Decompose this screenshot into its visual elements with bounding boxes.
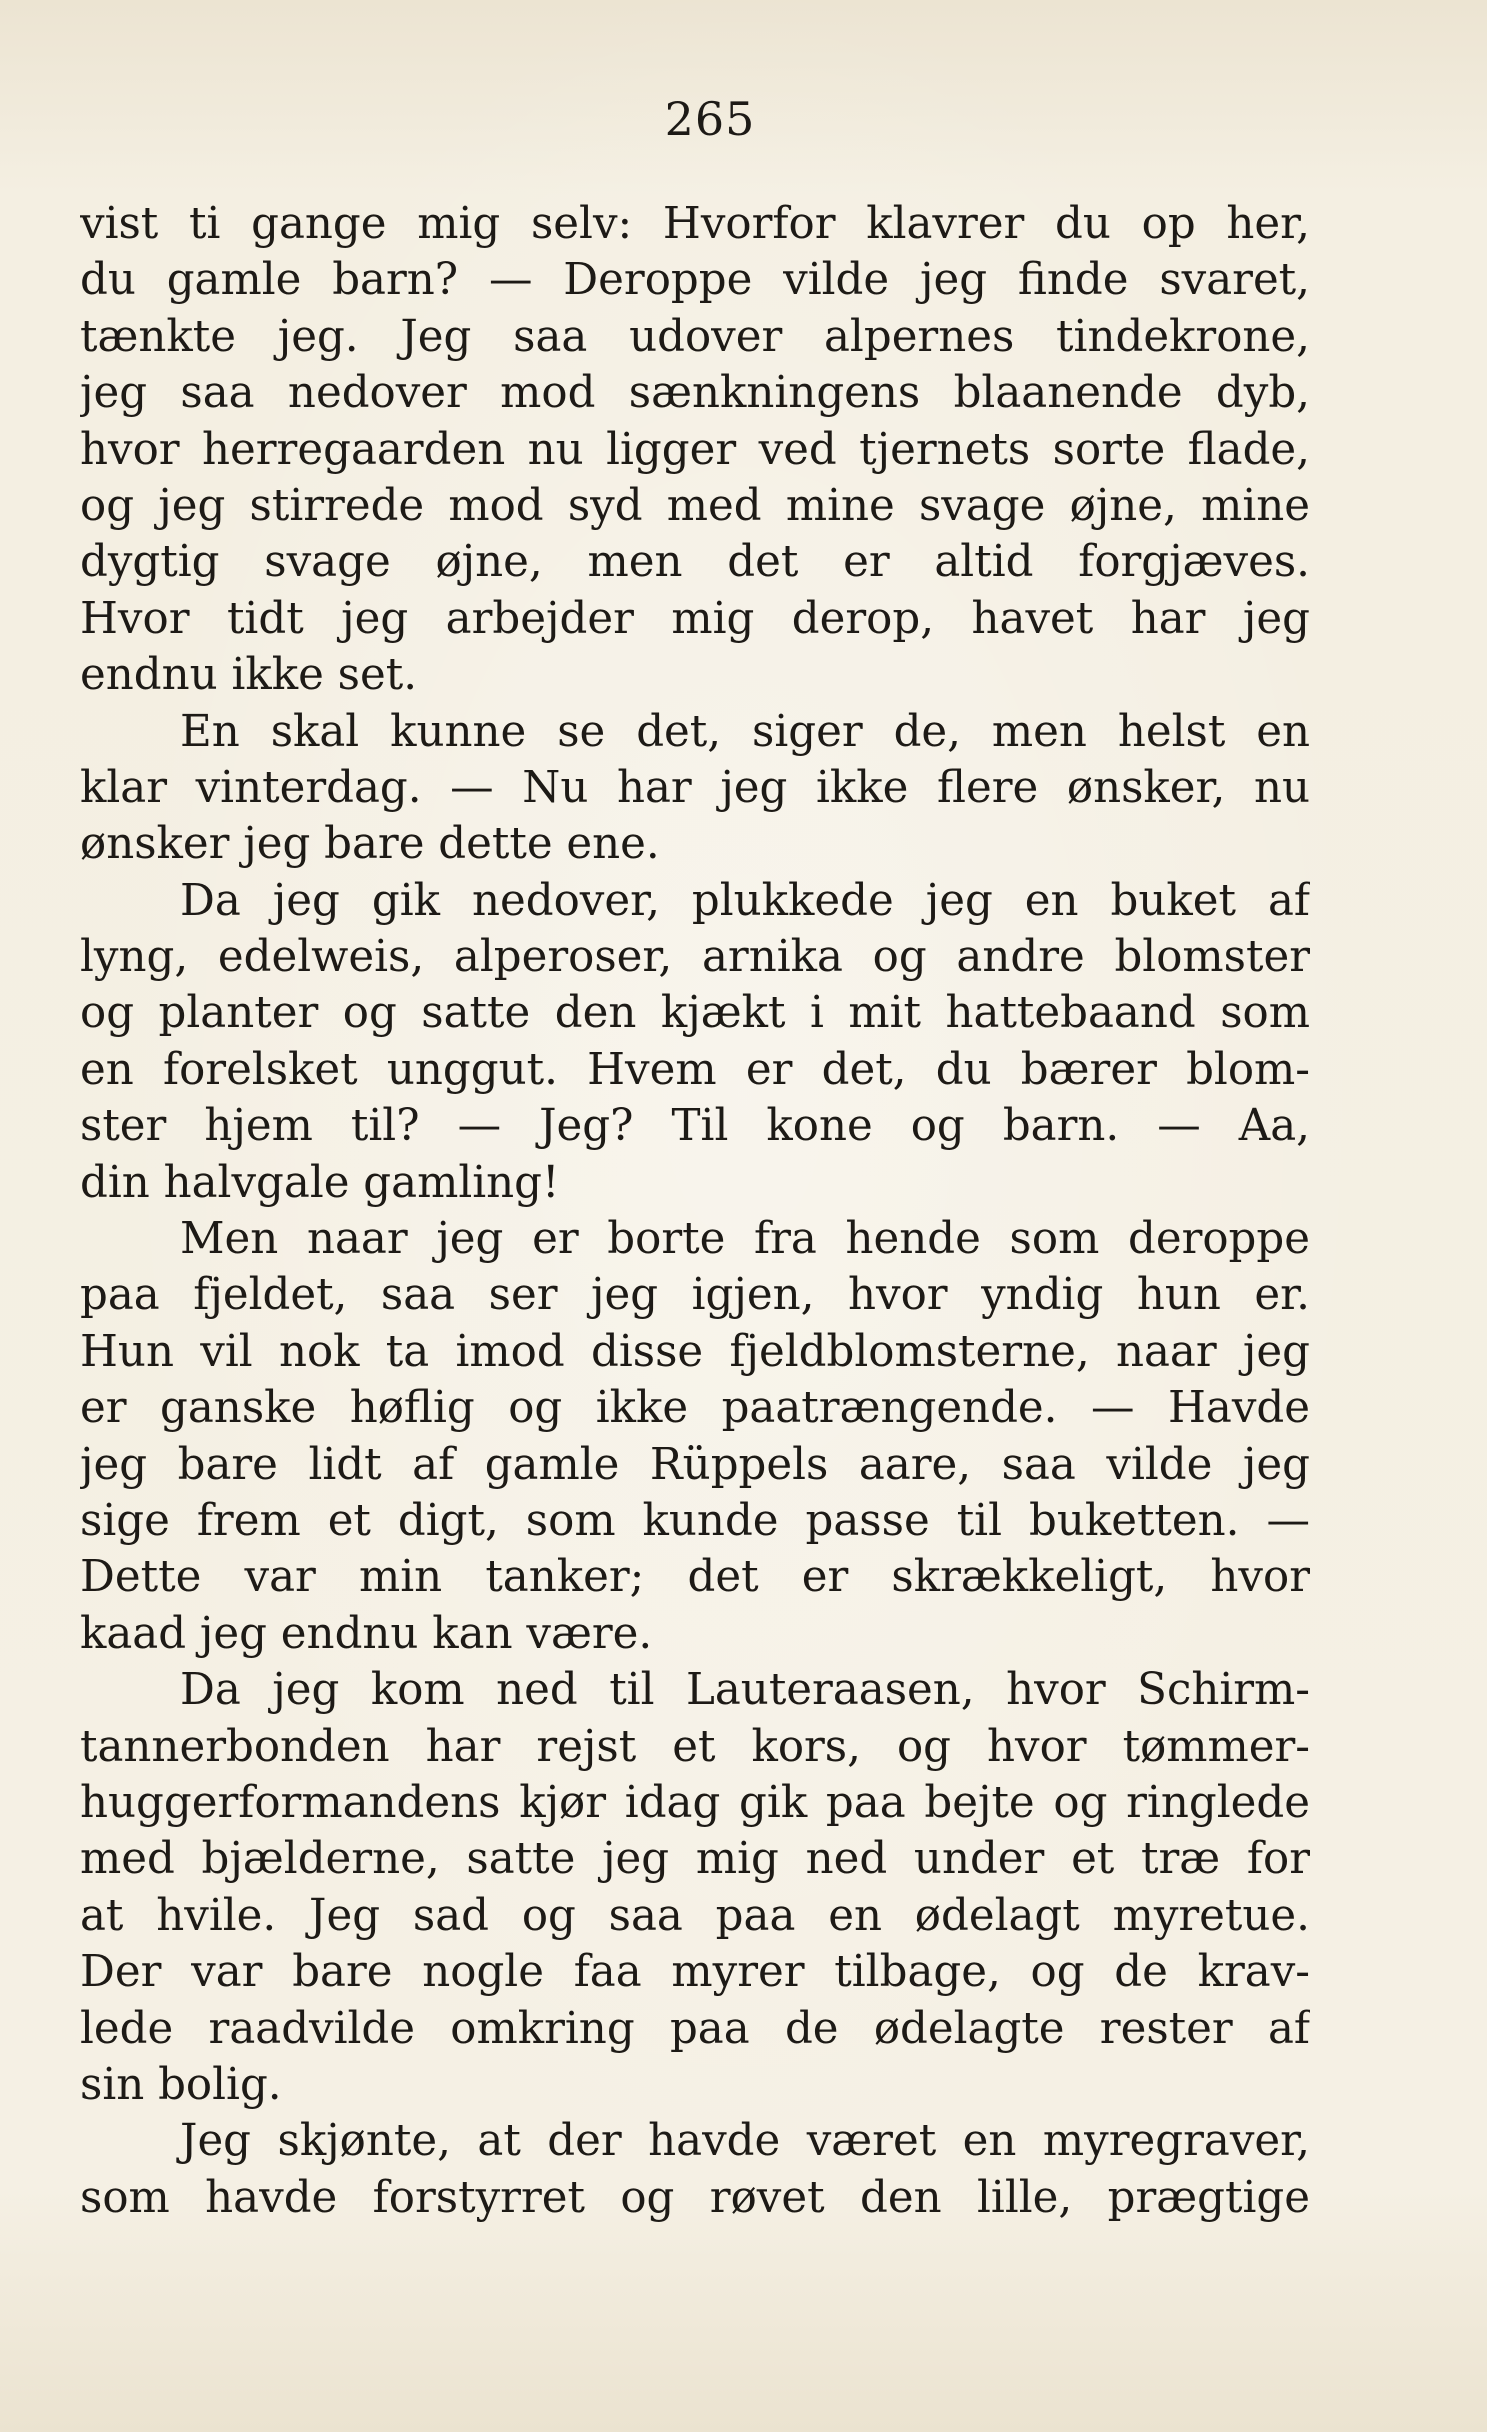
text-line: Hvor tidt jeg arbejder mig derop, havet har jeg [80,593,1310,644]
text-line: klar vinterdag. — Nu har jeg ikke flere ønsker, nu [80,762,1310,813]
text-line: med bjælderne, satte jeg mig ned under et træ for [80,1834,1310,1885]
text-line: dygtig svage øjne, men det er altid forgjæves. [80,537,1310,588]
text-line: tænkte jeg. Jeg saa udover alpernes tindekrone, [80,311,1310,362]
text-line: Dette var min tanker; det er skrækkeligt, hvor [80,1552,1310,1603]
paragraph-first-line: Men naar jeg er borte fra hende som deroppe [180,1214,1310,1265]
text-line: vist ti gange mig selv: Hvorfor klavrer du op her, [80,199,1310,249]
text-line: ønsker jeg bare dette ene. [80,819,660,870]
text-line: jeg bare lidt af gamle Rüppels aare, saa vilde jeg [80,1439,1310,1490]
text-line: sige frem et digt, som kunde passe til buketten. — [80,1495,1310,1546]
paragraph-first-line: Jeg skjønte, at der havde været en myregraver, [180,2116,1310,2167]
paragraph-first-line: Da jeg gik nedover, plukkede jeg en buket af [180,875,1310,926]
text-line: er ganske høflig og ikke paatrængende. — Havde [80,1383,1310,1434]
text-line: hvor herregaarden nu ligger ved tjernets sorte flade, [80,424,1310,475]
text-line: at hvile. Jeg sad og saa paa en ødelagt myretue. [80,1890,1310,1941]
body-text [80,196,1310,2226]
text-line: du gamle barn? — Deroppe vilde jeg finde svaret, [80,255,1310,306]
text-line: lyng, edelweis, alperoser, arnika og andre blomster [80,932,1310,983]
paragraph-first-line: Da jeg kom ned til Lauteraasen, hvor Schirm- [180,1665,1310,1716]
text-line: huggerformandens kjør idag gik paa bejte og ringlede [80,1777,1310,1828]
text-line: jeg saa nedover mod sænkningens blaanende dyb, [80,368,1310,419]
text-line: en forelsket unggut. Hvem er det, du bærer blom- [80,1044,1310,1095]
text-line: din halvgale gamling! [80,1157,560,1208]
text-line: endnu ikke set. [80,650,418,701]
text-line: og jeg stirrede mod syd med mine svage øjne, mine [80,480,1310,531]
text-line: ster hjem til? — Jeg? Til kone og barn. — Aa, [80,1101,1310,1152]
text-line: som havde forstyrret og røvet den lille, prægtige [80,2172,1310,2223]
text-line: kaad jeg endnu kan være. [80,1608,653,1659]
text-line: lede raadvilde omkring paa de ødelagte rester af [80,2003,1310,2054]
text-line: Der var bare nogle faa myrer tilbage, og de krav- [80,1947,1310,1998]
paragraph-first-line: En skal kunne se det, siger de, men helst en [180,706,1310,757]
text-line: Hun vil nok ta imod disse fjeldblomsterne, naar jeg [80,1326,1310,1377]
page-number: 265 [664,92,756,146]
text-line: paa fjeldet, saa ser jeg igjen, hvor yndig hun er. [80,1270,1310,1321]
text-line: tannerbonden har rejst et kors, og hvor tømmer- [80,1721,1310,1772]
text-line: og planter og satte den kjækt i mit hattebaand som [80,988,1310,1039]
text-line: sin bolig. [80,2059,282,2110]
